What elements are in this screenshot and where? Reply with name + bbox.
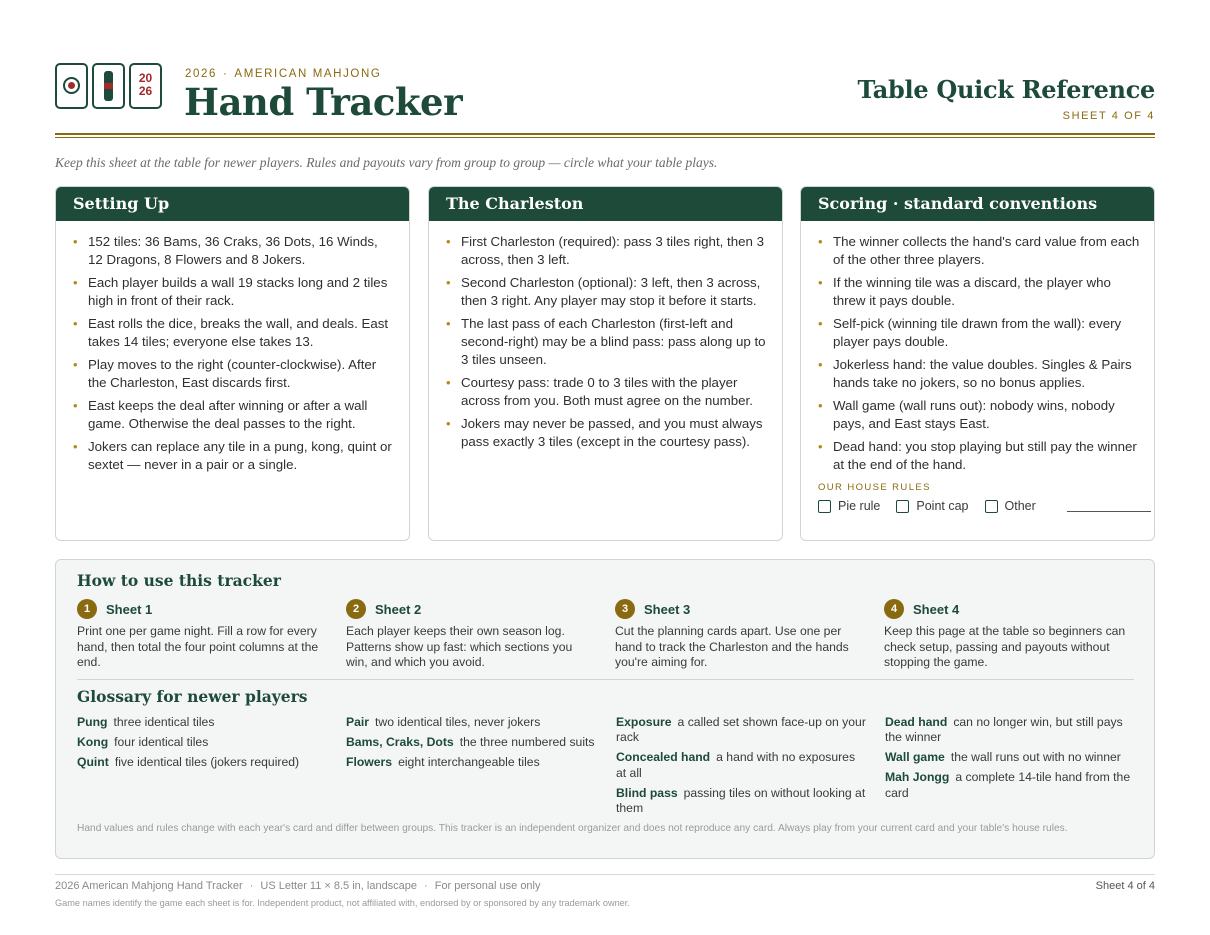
reference-title: Table Quick Reference [857, 75, 1155, 104]
glossary-column [885, 715, 1135, 806]
glossary-term: Wall game [885, 750, 945, 765]
pie-rule-label: Pie rule [838, 499, 881, 514]
house-rules-label: OUR HOUSE RULES [818, 482, 931, 494]
bamboo-tile-icon [92, 63, 125, 109]
house-rules-options [801, 499, 1154, 513]
glossary-entry [346, 715, 596, 730]
step-number-badge: 4 [884, 599, 904, 619]
logo-year-bottom: 26 [138, 84, 153, 98]
footer-info [55, 880, 541, 892]
list-item: • The last pass of each Charleston (first-left and second-right) may be a blind pass: pass along up to 3 tiles unseen. [446, 315, 768, 368]
step-sheet-4 [884, 598, 1134, 671]
glossary-column [346, 715, 596, 775]
glossary-term: Exposure [616, 715, 672, 729]
step-text: Each player keeps their own season log. Patterns show up fast: which sections you win, and which you avoid. [346, 624, 573, 670]
glossary-definition: three identical tiles [113, 715, 215, 729]
other-write-in-line[interactable] [1067, 500, 1151, 512]
other-label: Other [1004, 499, 1036, 514]
card-title: Setting Up [56, 187, 409, 221]
glossary-entry [616, 750, 866, 781]
glossary-term: Dead hand [885, 715, 948, 729]
glossary-definition: the wall runs out with no winner [950, 750, 1121, 765]
card-title: Scoring · standard conventions [801, 187, 1154, 221]
step-text: Print one per game night. Fill a row for every hand, then total the four point columns at the end. [77, 624, 319, 670]
glossary-definition: a complete 14-tile hand from the card [885, 770, 1131, 800]
point-cap-label: Point cap [916, 499, 969, 514]
glossary-entry [77, 715, 327, 730]
header-rule [55, 133, 1155, 135]
kicker-year: 2026 [185, 68, 217, 80]
step-number-badge: 1 [77, 599, 97, 619]
footer-trademark-note: Game names identify the game each sheet is for. Independent product, not affiliated with, endorsed by or sponsored by any trademark owner. [55, 898, 630, 908]
list-item: • Jokers can replace any tile in a pung, kong, quint or sextet — never in a pair or a single. [73, 438, 395, 474]
page-header [55, 63, 1155, 123]
list-item: • Wall game (wall runs out): nobody wins, nobody pays, and East stays East. [818, 397, 1140, 433]
point-cap-checkbox[interactable] [896, 500, 909, 513]
glossary-definition: two identical tiles, never jokers [375, 715, 541, 729]
glossary-term: Concealed hand [616, 750, 711, 765]
glossary-column [77, 715, 327, 775]
setting-up-list [56, 221, 409, 474]
kicker-separator: · [222, 68, 229, 80]
glossary-entry [616, 715, 866, 746]
logo-tiles [55, 63, 162, 109]
glossary-definition: can no longer win, but still pays the winner [885, 715, 1123, 745]
page-title: Hand Tracker [184, 80, 463, 124]
glossary-entry [885, 750, 1135, 765]
glossary-definition: the three numbered suits [459, 735, 595, 749]
tracker-guide-panel [55, 559, 1155, 859]
list-item: • Courtesy pass: trade 0 to 3 tiles with the player across from you. Both must agree on the number. [446, 374, 768, 410]
kicker-text: AMERICAN MAHJONG [234, 68, 382, 80]
reference-page [55, 0, 1155, 935]
glossary-entry [885, 770, 1135, 801]
dot-tile-icon [55, 63, 88, 109]
glossary-definition: a called set shown face-up on your rack [616, 715, 866, 745]
step-sheet-1 [77, 598, 327, 671]
card-title: The Charleston [429, 187, 782, 221]
step-title: Sheet 2 [375, 601, 422, 617]
list-item: • 152 tiles: 36 Bams, 36 Craks, 36 Dots, 16 Winds, 12 Dragons, 8 Flowers and 8 Jokers. [73, 233, 395, 269]
other-checkbox[interactable] [985, 500, 998, 513]
point-cap-option[interactable] [896, 499, 968, 513]
list-item: • Second Charleston (optional): 3 left, then 3 across, then 3 right. Any player may stop it before it starts. [446, 274, 768, 310]
header-kicker [185, 68, 381, 80]
year-tile-icon [129, 63, 162, 109]
list-item: • Dead hand: you stop playing but still pay the winner at the end of the hand. [818, 438, 1140, 474]
list-item: • Jokers may never be passed, and you must always pass exactly 3 tiles (except in the courtesy pass). [446, 415, 768, 451]
list-item: • If the winning tile was a discard, the player who threw it pays double. [818, 274, 1140, 310]
other-option[interactable] [985, 499, 1036, 513]
glossary-title: Glossary for newer players [77, 687, 308, 706]
step-text: Cut the planning cards apart. Use one per hand to track the Charleston and the hands you're aiming for. [615, 624, 849, 670]
logo-year-top: 20 [138, 71, 153, 85]
glossary-entry [885, 715, 1135, 746]
footer-product: 2026 American Mahjong Hand Tracker [55, 880, 243, 892]
step-number-badge: 3 [615, 599, 635, 619]
glossary-definition: a hand with no exposures at all [616, 750, 856, 780]
step-title: Sheet 3 [644, 601, 691, 617]
step-number-badge: 2 [346, 599, 366, 619]
list-item: • The winner collects the hand's card value from each of the other three players. [818, 233, 1140, 269]
list-item: • East keeps the deal after winning or after a wall game. Otherwise the deal passes to the right. [73, 397, 395, 433]
glossary-column [616, 715, 866, 821]
list-item: • Jokerless hand: the value doubles. Singles & Pairs hands take no jokers, so no bonus applies. [818, 356, 1140, 392]
disclaimer-text: Hand values and rules change with each year's card and differ between groups. This tracker is an independent organizer and does not reproduce any card. Always play from your current card and your table's house rules. [77, 823, 1068, 834]
footer-sheet-number: Sheet 4 of 4 [1095, 880, 1155, 892]
glossary-term: Quint [77, 755, 109, 769]
glossary-entry [346, 755, 596, 770]
step-sheet-2 [346, 598, 596, 671]
glossary-entry [616, 786, 866, 817]
intro-text: Keep this sheet at the table for newer players. Rules and payouts vary from group to group — circle what your table plays. [55, 155, 718, 170]
glossary-term: Bams, Craks, Dots [346, 735, 454, 749]
glossary-entry [346, 735, 596, 750]
pie-rule-option[interactable] [818, 499, 880, 513]
charleston-list [429, 221, 782, 451]
glossary-definition: five identical tiles (jokers required) [114, 755, 300, 769]
list-item: • First Charleston (required): pass 3 tiles right, then 3 across, then 3 left. [446, 233, 768, 269]
glossary-definition: four identical tiles [114, 735, 209, 749]
list-item: • Each player builds a wall 19 stacks long and 2 tiles high in front of their rack. [73, 274, 395, 310]
glossary-term: Mah Jongg [885, 770, 950, 785]
howto-title: How to use this tracker [77, 571, 281, 590]
header-rule-thin [55, 137, 1155, 138]
scoring-list [801, 221, 1154, 474]
charleston-card [428, 186, 783, 541]
scoring-card [800, 186, 1155, 541]
step-text: Keep this page at the table so beginners can check setup, passing and payouts without stopping the game. [884, 624, 1126, 670]
glossary-entry [77, 735, 327, 750]
glossary-term: Kong [77, 735, 109, 749]
footer-separator: · [424, 880, 428, 892]
step-title: Sheet 1 [106, 601, 153, 617]
section-divider [77, 679, 1134, 680]
glossary-term: Blind pass [616, 785, 678, 800]
list-item: • East rolls the dice, breaks the wall, and deals. East takes 14 tiles; everyone else takes 13. [73, 315, 395, 351]
glossary-term: Pair [346, 715, 370, 729]
footer-usage: For personal use only [434, 880, 541, 892]
footer-separator: · [249, 880, 254, 892]
setting-up-card [55, 186, 410, 541]
step-sheet-3 [615, 598, 865, 671]
list-item: • Self-pick (winning tile drawn from the wall): every player pays double. [818, 315, 1140, 351]
sheet-number: SHEET 4 OF 4 [1062, 110, 1155, 122]
footer-rule [55, 874, 1155, 875]
glossary-entry [77, 755, 327, 770]
glossary-term: Flowers [346, 755, 393, 769]
glossary-term: Pung [77, 715, 108, 729]
footer-format: US Letter 11 × 8.5 in, landscape [260, 880, 418, 892]
glossary-definition: eight interchangeable tiles [398, 755, 540, 769]
list-item: • Play moves to the right (counter-clockwise). After the Charleston, East discards first. [73, 356, 395, 392]
step-title: Sheet 4 [913, 601, 960, 617]
glossary-definition: passing tiles on without looking at them [616, 785, 866, 816]
pie-rule-checkbox[interactable] [818, 500, 831, 513]
